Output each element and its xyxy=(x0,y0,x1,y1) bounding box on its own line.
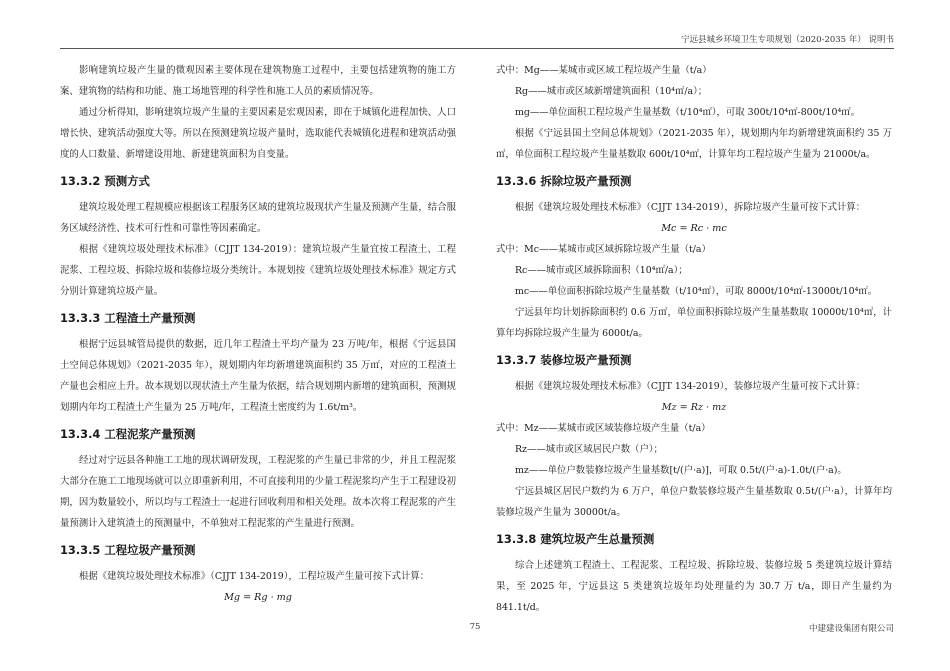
paragraph: 根据《宁远县国土空间总体规划》（2021-2035 年），规划期内年均新增建筑面积约 35 万㎡，单位面积工程垃圾产生量基数取 600t/10⁴㎡，计算年均工程垃圾产生量为 21000t/a。 xyxy=(496,128,892,160)
section-heading-13-3-7: 13.3.7 装修垃圾产量预测 xyxy=(496,353,632,367)
paragraph: 宁远县城区居民户数约为 6 万户，单位户数装修垃圾产生量基数取 0.5t/(户·a），计算年均装修垃圾产生量为 30000t/a。 xyxy=(496,486,892,518)
paragraph: 建筑垃圾处理工程规模应根据该工程服务区域的建筑垃圾现状产生量及预测产生量，结合服务区域经济性、技术可行性和可靠性等因素确定。 xyxy=(60,202,456,234)
section-heading-13-3-5: 13.3.5 工程垃圾产量预测 xyxy=(60,543,196,557)
page-number: 75 xyxy=(469,622,481,632)
paragraph: 影响建筑垃圾产生量的微观因素主要体现在建筑物施工过程中，主要包括建筑物的施工方案、建筑物的结构和功能、施工场地管理的科学性和施工人员的素质情况等。 xyxy=(60,65,456,97)
definition-line: Rg——城市或区域新增建筑面积（10⁴㎡/a）； xyxy=(515,86,708,97)
paragraph: 根据《建筑垃圾处理技术标准》（CJJT 134-2019），工程垃圾产生量可按下式计算： xyxy=(79,571,430,582)
formula-demolition-waste: Mc = Rc · mc xyxy=(661,223,727,234)
paragraph: 根据《建筑垃圾处理技术标准》（CJJT 134-2019），装修垃圾产生量可按下式计算： xyxy=(515,381,866,392)
header-title: 宁远县城乡环境卫生专项规划（2020-2035 年） 说明书 xyxy=(680,35,894,45)
paragraph: 通过分析得知，影响建筑垃圾产生量的主要因素是宏观因素，即在于城镇化进程加快、人口增长快、建筑活动强度大等。所以在预测建筑垃圾产量时，选取能代表城镇化进程和建筑活动强度的人口数量、新增建设用地、新建建筑面积为自变量。 xyxy=(60,107,456,160)
paragraph: 经过对宁远县各种施工工地的现状调研发现，工程泥浆的产生量已非常的少，并且工程泥浆大部分在施工工地现场就可以立即重新利用，不可直接利用的少量工程泥浆均产生于工程建设初期，因为数量较小，所以均与工程渣土一起进行回收利用和相关处理。故本次将工程泥浆的产生量预测计入建筑渣土的预测量中，不单独对工程泥浆的产生量进行预测。 xyxy=(60,455,456,529)
definition-line: 式中：Mz——某城市或区域装修垃圾产生量（t/a） xyxy=(496,423,711,434)
section-heading-13-3-4: 13.3.4 工程泥浆产量预测 xyxy=(60,427,196,441)
definition-line: Rc——城市或区域拆除面积（10⁴㎡/a）； xyxy=(515,265,688,276)
formula-engineering-waste: Mg = Rg · mg xyxy=(224,592,292,603)
page-header xyxy=(60,32,894,49)
section-heading-13-3-6: 13.3.6 拆除垃圾产量预测 xyxy=(496,174,632,188)
definition-line: mc——单位面积拆除垃圾产生量基数（t/10⁴㎡），可取 8000t/10⁴㎡-13000t/10⁴㎡。 xyxy=(515,286,878,297)
section-heading-13-3-2: 13.3.2 预测方式 xyxy=(60,174,150,188)
formula-renovation-waste: Mz = Rz · mz xyxy=(661,402,727,413)
paragraph: 宁远县年均计划拆除面积约 0.6 万㎡，单位面积拆除垃圾产生量基数取 10000t/10⁴㎡，计算年均拆除垃圾产生量为 6000t/a。 xyxy=(496,307,892,339)
left-column xyxy=(60,60,456,608)
definition-line: 式中：Mg——某城市或区域工程垃圾产生量（t/a） xyxy=(496,65,712,76)
paragraph: 根据《建筑垃圾处理技术标准》（CJJT 134-2019）：建筑垃圾产生量宜按工程渣土、工程泥浆、工程垃圾、拆除垃圾和装修垃圾分类统计。本规划按《建筑垃圾处理技术标准》规定方式分别计算建筑垃圾产量。 xyxy=(60,244,456,297)
paragraph: 根据宁远县城管局提供的数据，近几年工程渣土平均产量为 23 万吨/年，根据《宁远县国土空间总体规划》（2021-2035 年），规划期内年均新增建筑面积约 35 万㎡，对应的工程渣土产量也会相应上升。故本规划以现状渣土产生量为依据，结合规划期内新增的建筑面积，预测规划期内年均工程渣土产生量为 25 万吨/年，工程渣土密度约为 1.6t/m³。 xyxy=(60,339,456,413)
footer-company: 中建建设集团有限公司 xyxy=(808,624,894,634)
definition-line: mg——单位面积工程垃圾产生量基数（t/10⁴㎡），可取 300t/10⁴㎡-800t/10⁴㎡。 xyxy=(515,107,860,118)
section-heading-13-3-3: 13.3.3 工程渣土产量预测 xyxy=(60,311,196,325)
definition-line: mz——单位户数装修垃圾产生量基数[t/(户·a)]，可取 0.5t/(户·a)-1.0t/(户·a)。 xyxy=(515,465,847,476)
right-column xyxy=(496,60,892,618)
definition-line: 式中：Mc——某城市或区域拆除垃圾产生量（t/a） xyxy=(496,244,711,255)
section-heading-13-3-8: 13.3.8 建筑垃圾产生总量预测 xyxy=(496,532,655,546)
paragraph: 综合上述建筑工程渣土、工程泥浆、工程垃圾、拆除垃圾、装修垃圾 5 类建筑垃圾计算结果，至 2025 年，宁远县这 5 类建筑垃圾年均处理量约为 30.7 万 t/a，即日产生量约为 841.1t/d。 xyxy=(496,560,892,613)
definition-line: Rz——城市或区域居民户数（户）； xyxy=(515,444,663,455)
paragraph: 根据《建筑垃圾处理技术标准》（CJJT 134-2019），拆除垃圾产生量可按下式计算： xyxy=(515,202,866,213)
